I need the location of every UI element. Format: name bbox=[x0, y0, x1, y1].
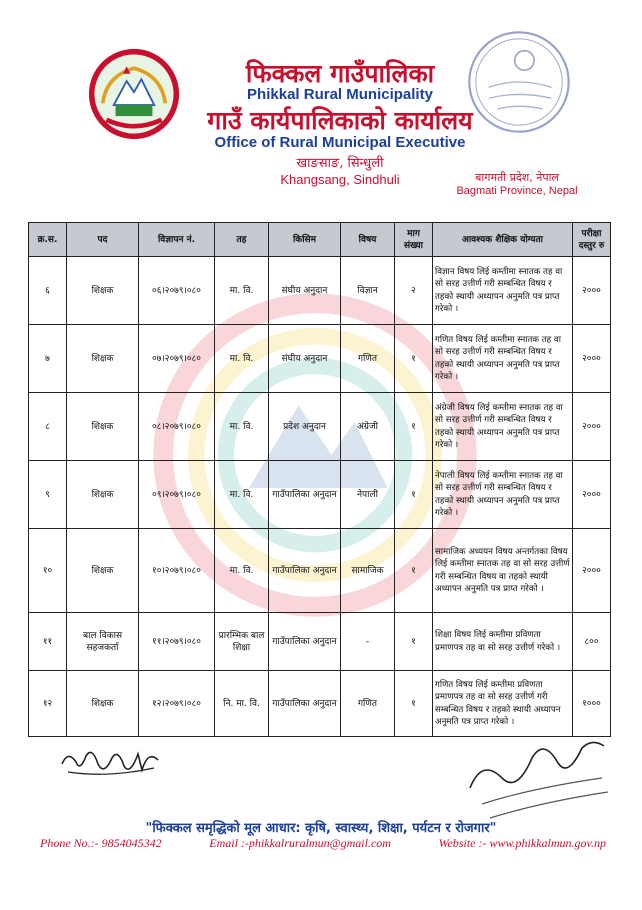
qualification-cell: अंग्रेजी विषय लिई कम्तीमा स्नातक तह वा सो सरह उत्तीर्ण गरी सम्बन्धित विषय र तहको स्थायी अध्यापन अनुमति पत्र प्राप्त गरेको । bbox=[433, 393, 573, 461]
nepal-emblem-logo bbox=[88, 48, 180, 140]
subject-cell: अंग्रेजी bbox=[341, 393, 395, 461]
level-cell: मा. वि. bbox=[215, 529, 269, 613]
sn-cell: १२ bbox=[29, 671, 67, 737]
sn-cell: ८ bbox=[29, 393, 67, 461]
level-cell: मा. वि. bbox=[215, 461, 269, 529]
municipality-name-en: Phikkal Rural Municipality bbox=[247, 86, 433, 103]
post-cell: शिक्षक bbox=[67, 461, 139, 529]
fee-cell: २००० bbox=[573, 393, 611, 461]
office-name-en: Office of Rural Municipal Executive bbox=[214, 134, 466, 151]
email-address[interactable]: Email :-phikkalruralmun@gmail.com bbox=[209, 836, 391, 850]
type-cell: गाउँपालिका अनुदान bbox=[269, 461, 341, 529]
website-link[interactable]: Website :- www.phikkalmun.gov.np bbox=[438, 836, 606, 850]
header-cell: तह bbox=[215, 223, 269, 257]
qualification-cell: विज्ञान विषय लिई कम्तीमा स्नातक तह वा सो सरह उत्तीर्ण गरी सम्बन्धित विषय र तहको स्थायी अध्यापन अनुमति पत्र प्राप्त गरेको । bbox=[433, 257, 573, 325]
sn-cell: ९ bbox=[29, 461, 67, 529]
fee-cell: ८०० bbox=[573, 613, 611, 671]
table-row bbox=[29, 325, 611, 393]
fee-cell: २००० bbox=[573, 325, 611, 393]
office-name-np: गाउँ कार्यपालिकाको कार्यालय bbox=[207, 106, 473, 135]
table-row bbox=[29, 529, 611, 613]
signature-right-with-stamp bbox=[462, 718, 612, 828]
post-cell: शिक्षक bbox=[67, 529, 139, 613]
footer bbox=[40, 836, 606, 851]
header-cell: विज्ञापन नं. bbox=[139, 223, 215, 257]
motto: "फिक्कल समृद्धिको मूल आधार: कृषि, स्वास्थ्य, शिक्षा, पर्यटन र रोजगार" bbox=[145, 821, 497, 836]
count-cell: १ bbox=[395, 613, 433, 671]
type-cell: प्रदेश अनुदान bbox=[269, 393, 341, 461]
fee-cell: १००० bbox=[573, 671, 611, 737]
sn-cell: १० bbox=[29, 529, 67, 613]
type-cell: गाउँपालिका अनुदान bbox=[269, 671, 341, 737]
post-cell: बाल विकास सहजकर्ता bbox=[67, 613, 139, 671]
table-row bbox=[29, 461, 611, 529]
fee-cell: २००० bbox=[573, 461, 611, 529]
ad-number-cell: १०।२०७९।०८० bbox=[139, 529, 215, 613]
level-cell: मा. वि. bbox=[215, 325, 269, 393]
qualification-cell: गणित विषय लिई कम्तीमा स्नातक तह वा सो सरह उत्तीर्ण गरी सम्बन्धित विषय र तहको स्थायी अध्यापन अनुमति पत्र प्राप्त गरेको । bbox=[433, 325, 573, 393]
level-cell: नि. मा. वि. bbox=[215, 671, 269, 737]
ad-number-cell: ०६।२०७९।०८० bbox=[139, 257, 215, 325]
header-cell: किसिम bbox=[269, 223, 341, 257]
table-row bbox=[29, 257, 611, 325]
vacancy-table bbox=[28, 222, 611, 737]
post-cell: शिक्षक bbox=[67, 671, 139, 737]
province-np: बागमती प्रदेश, नेपाल bbox=[475, 171, 559, 184]
count-cell: १ bbox=[395, 393, 433, 461]
type-cell: संघीय अनुदान bbox=[269, 325, 341, 393]
ad-number-cell: ०८।२०७९।०८० bbox=[139, 393, 215, 461]
subject-cell: विज्ञान bbox=[341, 257, 395, 325]
count-cell: १ bbox=[395, 461, 433, 529]
qualification-cell: शिक्षा विषय लिई कम्तीमा प्रविणता प्रमाणपत्र तह वा सो सरह उत्तीर्ण गरेको । bbox=[433, 613, 573, 671]
type-cell: संघीय अनुदान bbox=[269, 257, 341, 325]
header-cell: क्र.स. bbox=[29, 223, 67, 257]
post-cell: शिक्षक bbox=[67, 325, 139, 393]
count-cell: १ bbox=[395, 529, 433, 613]
level-cell: प्रारम्भिक बाल शिक्षा bbox=[215, 613, 269, 671]
signature-left bbox=[58, 742, 168, 782]
header-cell: परीक्षा दस्तुर रु bbox=[573, 223, 611, 257]
post-cell: शिक्षक bbox=[67, 393, 139, 461]
count-cell: २ bbox=[395, 257, 433, 325]
table-header-row bbox=[29, 223, 611, 257]
municipality-name-np: फिक्कल गाउँपालिका bbox=[245, 59, 435, 88]
ad-number-cell: ०७।२०७९।०८० bbox=[139, 325, 215, 393]
place-en: Khangsang, Sindhuli bbox=[280, 172, 400, 187]
sn-cell: ११ bbox=[29, 613, 67, 671]
qualification-cell: नेपाली विषय लिई कम्तीमा स्नातक तह वा सो सरह उत्तीर्ण गरी सम्बन्धित विषय र तहको स्थायी अध्यापन अनुमति पत्र प्राप्त गरेको । bbox=[433, 461, 573, 529]
province-en: Bagmati Province, Nepal bbox=[456, 185, 578, 197]
sn-cell: ७ bbox=[29, 325, 67, 393]
type-cell: गाउँपालिका अनुदान bbox=[269, 529, 341, 613]
count-cell: १ bbox=[395, 325, 433, 393]
phone-number: Phone No.:- 9854045342 bbox=[40, 836, 162, 850]
place-np: खाङसाङ, सिन्धुली bbox=[296, 156, 384, 171]
subject-cell: सामाजिक bbox=[341, 529, 395, 613]
qualification-cell: गणित विषय लिई कम्तीमा प्रविणता प्रमाणपत्र तह वा सो सरह उत्तीर्ण गरी सम्बन्धित विषय र तहको स्थायी अध्यापन अनुमति पत्र प्राप्त गरेको । bbox=[433, 671, 573, 737]
subject-cell: नेपाली bbox=[341, 461, 395, 529]
subject-cell: - bbox=[341, 613, 395, 671]
subject-cell: गणित bbox=[341, 671, 395, 737]
header-cell: पद bbox=[67, 223, 139, 257]
type-cell: गाउँपालिका अनुदान bbox=[269, 613, 341, 671]
fee-cell: २००० bbox=[573, 529, 611, 613]
subject-cell: गणित bbox=[341, 325, 395, 393]
table-row bbox=[29, 393, 611, 461]
post-cell: शिक्षक bbox=[67, 257, 139, 325]
ad-number-cell: १२।२०७९।०८० bbox=[139, 671, 215, 737]
ad-number-cell: ०९।२०७९।०८० bbox=[139, 461, 215, 529]
sn-cell: ६ bbox=[29, 257, 67, 325]
ad-number-cell: ११।२०७९।०८० bbox=[139, 613, 215, 671]
level-cell: मा. वि. bbox=[215, 393, 269, 461]
fee-cell: २००० bbox=[573, 257, 611, 325]
header-cell: माग संख्या bbox=[395, 223, 433, 257]
level-cell: मा. वि. bbox=[215, 257, 269, 325]
header-cell: विषय bbox=[341, 223, 395, 257]
header-cell: आवश्यक शैक्षिक योग्यता bbox=[433, 223, 573, 257]
qualification-cell: सामाजिक अध्ययन विषय अन्तर्गतका विषय लिई कम्तीमा स्नातक तह वा सो सरह उत्तीर्ण गरी सम्बन्धित विषय वा तहको स्थायी अध्यापन अनुमति पत्र प्राप्त गरेको । bbox=[433, 529, 573, 613]
count-cell: १ bbox=[395, 671, 433, 737]
table-row bbox=[29, 613, 611, 671]
